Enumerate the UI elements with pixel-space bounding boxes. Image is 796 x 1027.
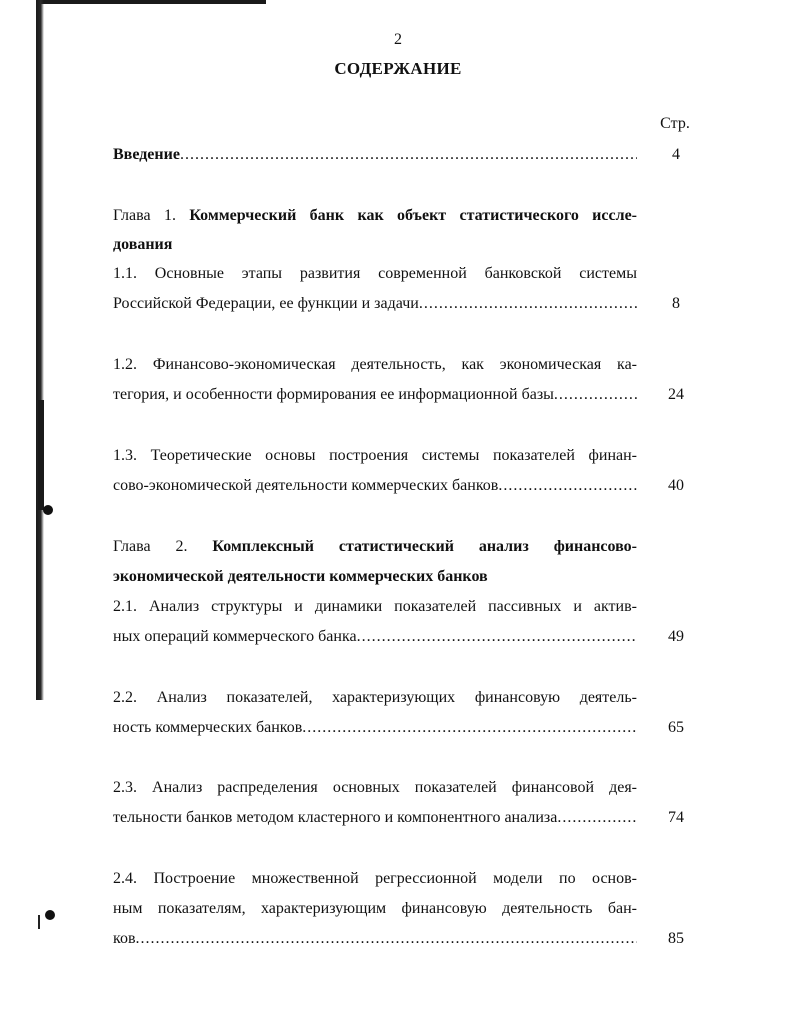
- toc-entry-text: тегория, и особенности формирования ее информационной базы: [113, 386, 554, 403]
- toc-entry-2-2[interactable]: 2.2. Анализ показателей, характеризующих финансовую деятель-: [113, 689, 637, 706]
- toc-page-number: 65: [668, 719, 684, 736]
- toc-entry-2-4-cont[interactable]: ным показателям, характеризующим финансовую деятельность бан-: [113, 900, 637, 917]
- scan-border-top: [36, 0, 266, 4]
- scan-border-left-mark: [38, 400, 44, 510]
- leader-dots: [498, 475, 637, 497]
- leader-dots: [302, 717, 637, 739]
- toc-entry-2-3-cont[interactable]: [113, 807, 637, 829]
- scan-hole-mark: [43, 505, 53, 515]
- scan-border-left: [36, 0, 44, 700]
- toc-entry-text: ность коммерческих банков: [113, 719, 303, 736]
- toc-page-number: 40: [668, 477, 684, 494]
- chapter-title: Комплексный статистический анализ финансово-: [212, 538, 637, 555]
- toc-entry-2-4-cont[interactable]: [113, 928, 637, 950]
- scan-tick-mark: [38, 915, 40, 929]
- toc-entry-title: Введение: [113, 146, 180, 163]
- toc-entry-1-3-cont[interactable]: [113, 475, 637, 497]
- toc-entry-2-3[interactable]: 2.3. Анализ распределения основных показателей финансовой дея-: [113, 779, 637, 796]
- toc-entry-2-1-cont[interactable]: [113, 626, 637, 648]
- toc-entry-text: ных операций коммерческого банка: [113, 628, 357, 645]
- toc-entry-1-1[interactable]: 1.1. Основные этапы развития современной банковской системы: [113, 265, 637, 282]
- leader-dots: [554, 384, 637, 406]
- toc-entry-intro[interactable]: [113, 144, 637, 166]
- page-column-label: Стр.: [660, 115, 690, 132]
- toc-entry-2-2-cont[interactable]: [113, 717, 637, 739]
- toc-page-number: 49: [668, 628, 684, 645]
- toc-page-number: 74: [668, 809, 684, 826]
- chapter-2-heading-cont: [113, 566, 637, 588]
- chapter-prefix: Глава 2.: [113, 538, 188, 555]
- toc-entry-text: ков: [113, 930, 136, 947]
- chapter-title-cont: дования: [113, 236, 173, 253]
- leader-dots: [419, 293, 637, 315]
- chapter-2-heading[interactable]: [113, 536, 637, 558]
- toc-entry-text: Российской Федерации, ее функции и задачи: [113, 295, 419, 312]
- leader-dots: [180, 144, 637, 166]
- toc-entry-text: сово-экономической деятельности коммерческих банков: [113, 477, 499, 494]
- page-number: 2: [394, 31, 402, 48]
- toc-page-number: 24: [668, 386, 684, 403]
- leader-dots: [357, 626, 637, 648]
- chapter-1-heading[interactable]: [113, 205, 637, 227]
- toc-entry-1-2[interactable]: 1.2. Финансово-экономическая деятельность, как экономическая ка-: [113, 356, 637, 373]
- chapter-prefix: Глава 1.: [113, 207, 176, 224]
- toc-entry-2-1[interactable]: 2.1. Анализ структуры и динамики показателей пассивных и актив-: [113, 598, 637, 615]
- toc-entry-1-2-cont[interactable]: [113, 384, 637, 406]
- chapter-title-cont: экономической деятельности коммерческих банков: [113, 568, 488, 585]
- toc-page-number: 4: [672, 146, 680, 163]
- toc-entry-text: тельности банков методом кластерного и компонентного анализа: [113, 809, 558, 826]
- toc-entry-1-1-cont[interactable]: [113, 293, 637, 315]
- scan-hole-mark: [45, 910, 55, 920]
- toc-page-number: 85: [668, 930, 684, 947]
- leader-dots: [136, 928, 637, 950]
- page-title: СОДЕРЖАНИЕ: [334, 59, 462, 78]
- toc-entry-2-4[interactable]: 2.4. Построение множественной регрессионной модели по основ-: [113, 870, 637, 887]
- toc-entry-1-3[interactable]: 1.3. Теоретические основы построения системы показателей финан-: [113, 447, 637, 464]
- chapter-title: Коммерческий банк как объект статистического иссле-: [189, 207, 637, 224]
- toc-page-number: 8: [672, 295, 680, 312]
- leader-dots: [557, 807, 637, 829]
- chapter-1-heading-cont: [113, 234, 637, 256]
